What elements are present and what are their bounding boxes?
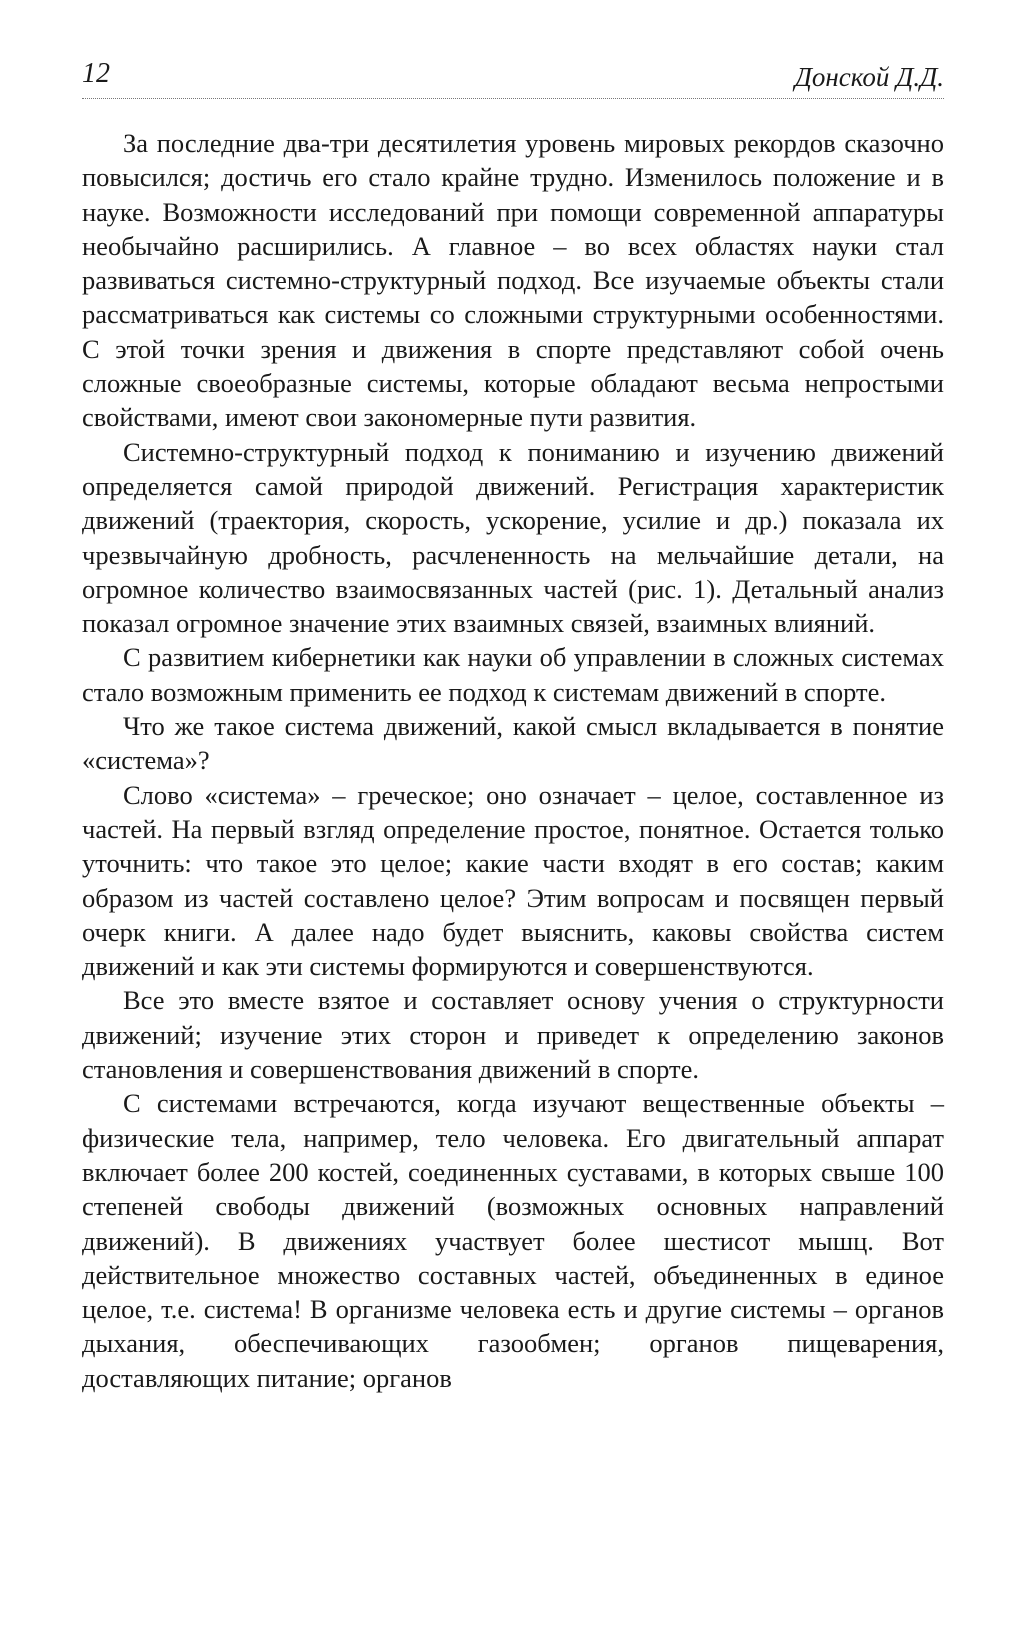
paragraph: Системно-структурный подход к пониманию и изучению движений определяется самой природой движений. Регистрация характеристик движений (траектория, скорость, ускорение, усилие и др.) показала их чрезвычайную дробность, расчлененность на мельчайшие детали, на огромное количество взаимосвязанных частей (рис. 1). Детальный анализ показал огромное значение этих взаимных связей, взаимных влияний. (82, 436, 944, 639)
paragraph: Слово «система» – греческое; оно означает – целое, составленное из частей. На первый взгляд определение простое, понятное. Остается только уточнить: что такое это целое; какие части входят в его состав; каким образом из частей составлено целое? Этим вопросам и посвящен первый очерк книги. А далее надо будет выяснить, каковы свойства систем движений и как эти системы формируются и совершенствуются. (82, 779, 944, 982)
running-header (82, 56, 944, 99)
body-text (82, 126, 944, 1395)
paragraph: С системами встречаются, когда изучают вещественные объекты – физические тела, например, тело человека. Его двигательный аппарат включает более 200 костей, соединенных суставами, в которых свыше 100 степеней свободы движений (возможных основных направлений движений). В движениях участвует более шестисот мышц. Вот действительное множество составных частей, объединенных в единое целое, т.е. система! В организме человека есть и другие системы – органов дыхания, обеспечивающих газообмен; органов пищеварения, доставляющих питание; органов (82, 1088, 944, 1393)
running-title-author: Донской Д.Д. (794, 62, 944, 92)
paragraph: За последние два-три десятилетия уровень мировых рекордов сказочно повысился; достичь его стало крайне трудно. Изменилось положение и в науке. Возможности исследований при помощи современной аппаратуры необычайно расширились. А главное – во всех областях науки стал развиваться системно-структурный подход. Все изучаемые объекты стали рассматриваться как системы со сложными структурными особенностями. С этой точки зрения и движения в спорте представляют собой очень сложные своеобразные системы, которые обладают весьма непростыми свойствами, имеют свои закономерные пути развития. (82, 128, 944, 433)
paragraph: Что же такое система движений, какой смысл вкладывается в понятие «система»? (82, 711, 944, 776)
paragraph: С развитием кибернетики как науки об управлении в сложных системах стало возможным применить ее подход к системам движений в спорте. (82, 642, 944, 707)
page-number: 12 (82, 58, 110, 89)
paragraph: Все это вместе взятое и составляет основу учения о структурности движений; изучение этих сторон и приведет к определению законов становления и совершенствования движений в спорте. (82, 985, 944, 1085)
